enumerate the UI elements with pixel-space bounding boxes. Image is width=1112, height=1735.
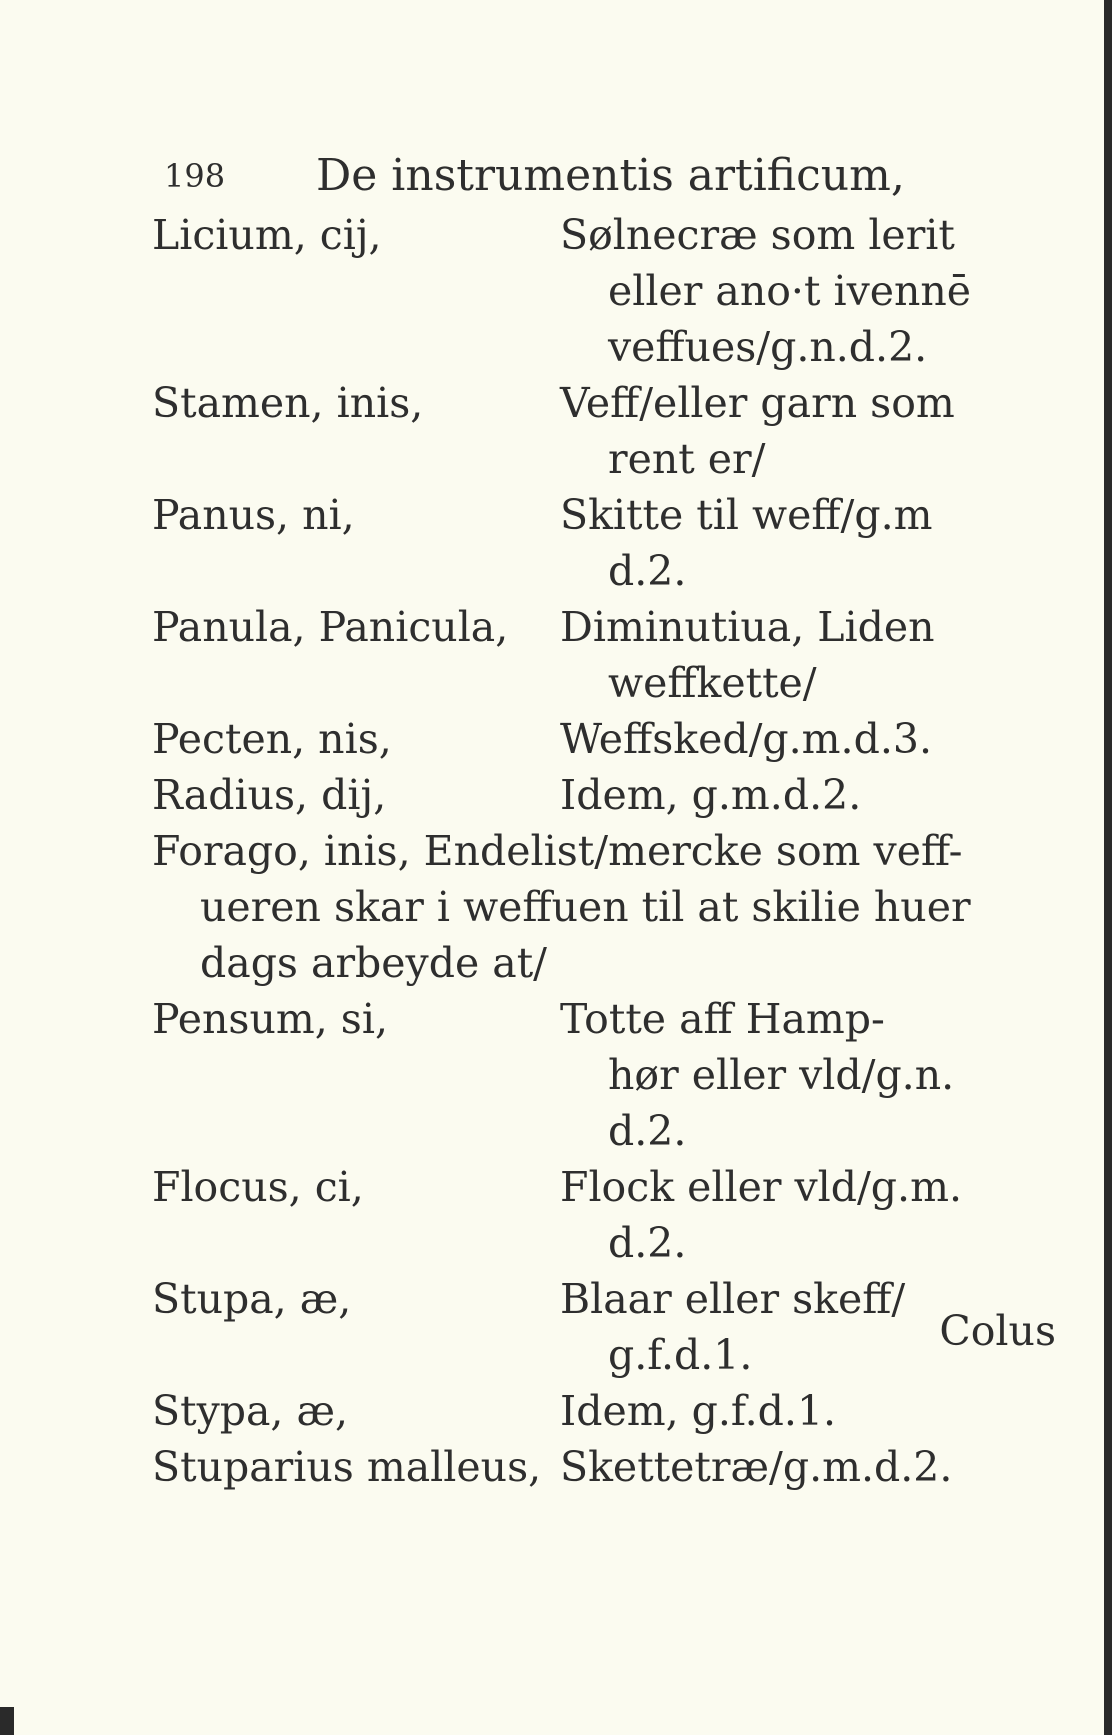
gloss-line: hør eller vld/g.n. [608, 1051, 955, 1099]
latin-term: Stamen, inis, [152, 379, 424, 427]
latin-term: Pensum, si, [152, 995, 388, 1043]
glossary-entry [152, 487, 992, 599]
danish-gloss [560, 1271, 992, 1383]
danish-gloss [560, 487, 992, 599]
gloss-line: Skettetræ/g.m.d.2. [560, 1443, 953, 1491]
gloss-line: weffkette/ [608, 659, 817, 707]
gloss-line: veffues/g.n.d.2. [608, 323, 928, 371]
entry-line: dags arbeyde at/ [200, 939, 547, 987]
gloss-line: Veff/eller garn som [560, 379, 955, 427]
danish-gloss [560, 207, 992, 375]
gloss-line: rent er/ [608, 435, 766, 483]
running-title: De instrumentis artificum, [316, 150, 905, 201]
latin-term: Stypa, æ, [152, 1387, 349, 1435]
danish-gloss [560, 991, 992, 1159]
glossary-entries [152, 207, 992, 1495]
glossary-entry [152, 1271, 992, 1383]
danish-gloss [560, 1159, 992, 1271]
gloss-line: g.f.d.1. [608, 1331, 753, 1379]
glossary-entry [152, 767, 992, 823]
gloss-line: d.2. [608, 547, 687, 595]
glossary-entry [152, 711, 992, 767]
danish-gloss [560, 375, 992, 487]
page-header [152, 145, 992, 207]
danish-gloss [560, 767, 992, 823]
glossary-entry [152, 1383, 992, 1439]
book-page [152, 145, 992, 1495]
danish-gloss [560, 1383, 992, 1439]
gloss-line: Totte aff Hamp- [560, 995, 885, 1043]
glossary-entry [152, 1159, 992, 1271]
latin-term: Panus, ni, [152, 491, 355, 539]
gloss-line: eller ano·t ivennē [608, 267, 972, 315]
entry-line: ueren skar i weffuen til at skilie huer [200, 883, 971, 931]
latin-term: Panula, Panicula, [152, 603, 509, 651]
latin-term: Flocus, ci, [152, 1163, 364, 1211]
latin-term: Radius, dij, [152, 771, 387, 819]
catchword: Colus [939, 1307, 1056, 1355]
gloss-line: Diminutiua, Liden [560, 603, 935, 651]
scan-edge-corner [0, 1707, 14, 1735]
glossary-entry [152, 823, 992, 991]
latin-term: Pecten, nis, [152, 715, 392, 763]
danish-gloss [560, 1439, 992, 1495]
gloss-line: Sølnecræ som lerit [560, 211, 955, 259]
glossary-entry [152, 1439, 992, 1495]
entry-line: Forago, inis, Endelist/mercke som veff- [152, 827, 963, 875]
latin-term: Stuparius malleus, [152, 1443, 542, 1491]
latin-term: Stupa, æ, [152, 1275, 352, 1323]
gloss-line: d.2. [608, 1107, 687, 1155]
danish-gloss [560, 599, 992, 711]
gloss-line: Idem, g.f.d.1. [560, 1387, 837, 1435]
latin-term: Licium, cij, [152, 211, 382, 259]
gloss-line: Weffsked/g.m.d.3. [560, 715, 932, 763]
glossary-entry [152, 599, 992, 711]
gloss-line: Idem, g.m.d.2. [560, 771, 862, 819]
glossary-entry [152, 991, 992, 1159]
scan-edge-right [1104, 0, 1112, 1735]
gloss-line: Skitte til weff/g.m [560, 491, 933, 539]
page-number: 198 [164, 157, 226, 195]
glossary-entry [152, 207, 992, 375]
danish-gloss [560, 711, 992, 767]
gloss-line: Flock eller vld/g.m. [560, 1163, 962, 1211]
glossary-entry [152, 375, 992, 487]
gloss-line: d.2. [608, 1219, 687, 1267]
gloss-line: Blaar eller skeff/ [560, 1275, 906, 1323]
